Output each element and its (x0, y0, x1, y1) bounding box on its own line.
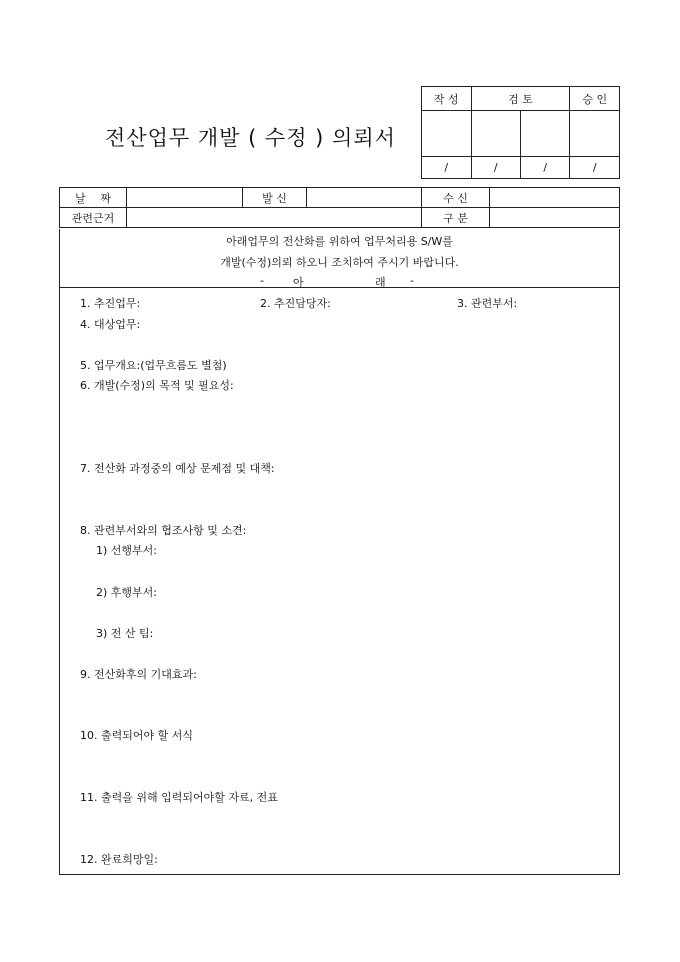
approval-approve-sign[interactable] (570, 111, 620, 157)
item-1: 1. 추진업무: (80, 297, 141, 310)
intro-divider (60, 287, 619, 288)
receiver-value[interactable] (490, 188, 620, 208)
page-title: 전산업무 개발 ( 수정 ) 의뢰서 (105, 126, 396, 150)
approval-approve-label: 승 인 (570, 87, 620, 111)
item-4: 4. 대상업무: (80, 318, 141, 331)
approval-date-4[interactable]: / (570, 157, 620, 179)
request-body (59, 229, 620, 875)
approval-write-label: 작 성 (422, 87, 472, 111)
item-6: 6. 개발(수정)의 목적 및 필요성: (80, 379, 234, 392)
approval-review-sign-1[interactable] (471, 111, 520, 157)
item-8-2: 2) 후행부서: (96, 586, 157, 599)
approval-review-sign-2[interactable] (520, 111, 569, 157)
date-value[interactable] (127, 188, 243, 208)
item-12: 12. 완료희망일: (80, 853, 158, 866)
category-value[interactable] (490, 208, 620, 228)
intro-word-b: 래 (375, 276, 386, 289)
intro-word-a: 아 (293, 276, 304, 289)
item-5: 5. 업무개요:(업무흐름도 별첨) (80, 359, 227, 372)
basis-value[interactable] (127, 208, 422, 228)
sender-value[interactable] (307, 188, 422, 208)
item-9: 9. 전산화후의 기대효과: (80, 668, 197, 681)
approval-date-3[interactable]: / (520, 157, 569, 179)
sender-label: 발 신 (243, 188, 307, 208)
approval-table (421, 86, 620, 179)
item-11: 11. 출력을 위해 입력되어야할 자료, 전표 (80, 791, 278, 804)
date-label: 날 짜 (60, 188, 127, 208)
basis-label: 관련근거 (60, 208, 127, 228)
item-7: 7. 전산화 과정중의 예상 문제점 및 대책: (80, 462, 275, 475)
approval-review-label: 검 토 (471, 87, 570, 111)
intro-dash-left: - (260, 274, 264, 287)
item-8: 8. 관련부서와의 협조사항 및 소견: (80, 524, 247, 537)
receiver-label: 수 신 (422, 188, 490, 208)
approval-write-sign[interactable] (422, 111, 472, 157)
item-10: 10. 출력되어야 할 서식 (80, 729, 193, 742)
intro-line-1: 아래업무의 전산화를 위하여 업무처리용 S/W를 (226, 235, 453, 248)
item-3: 3. 관련부서: (457, 297, 518, 310)
approval-date-2[interactable]: / (471, 157, 520, 179)
header-table (59, 187, 620, 228)
item-8-3: 3) 전 산 팀: (96, 627, 154, 640)
intro-line-2: 개발(수정)의뢰 하오니 조치하여 주시기 바랍니다. (220, 256, 459, 269)
approval-date-1[interactable]: / (422, 157, 472, 179)
intro-dash-right: - (410, 274, 414, 287)
item-8-1: 1) 선행부서: (96, 544, 157, 557)
category-label: 구 분 (422, 208, 490, 228)
item-2: 2. 추진담당자: (260, 297, 331, 310)
